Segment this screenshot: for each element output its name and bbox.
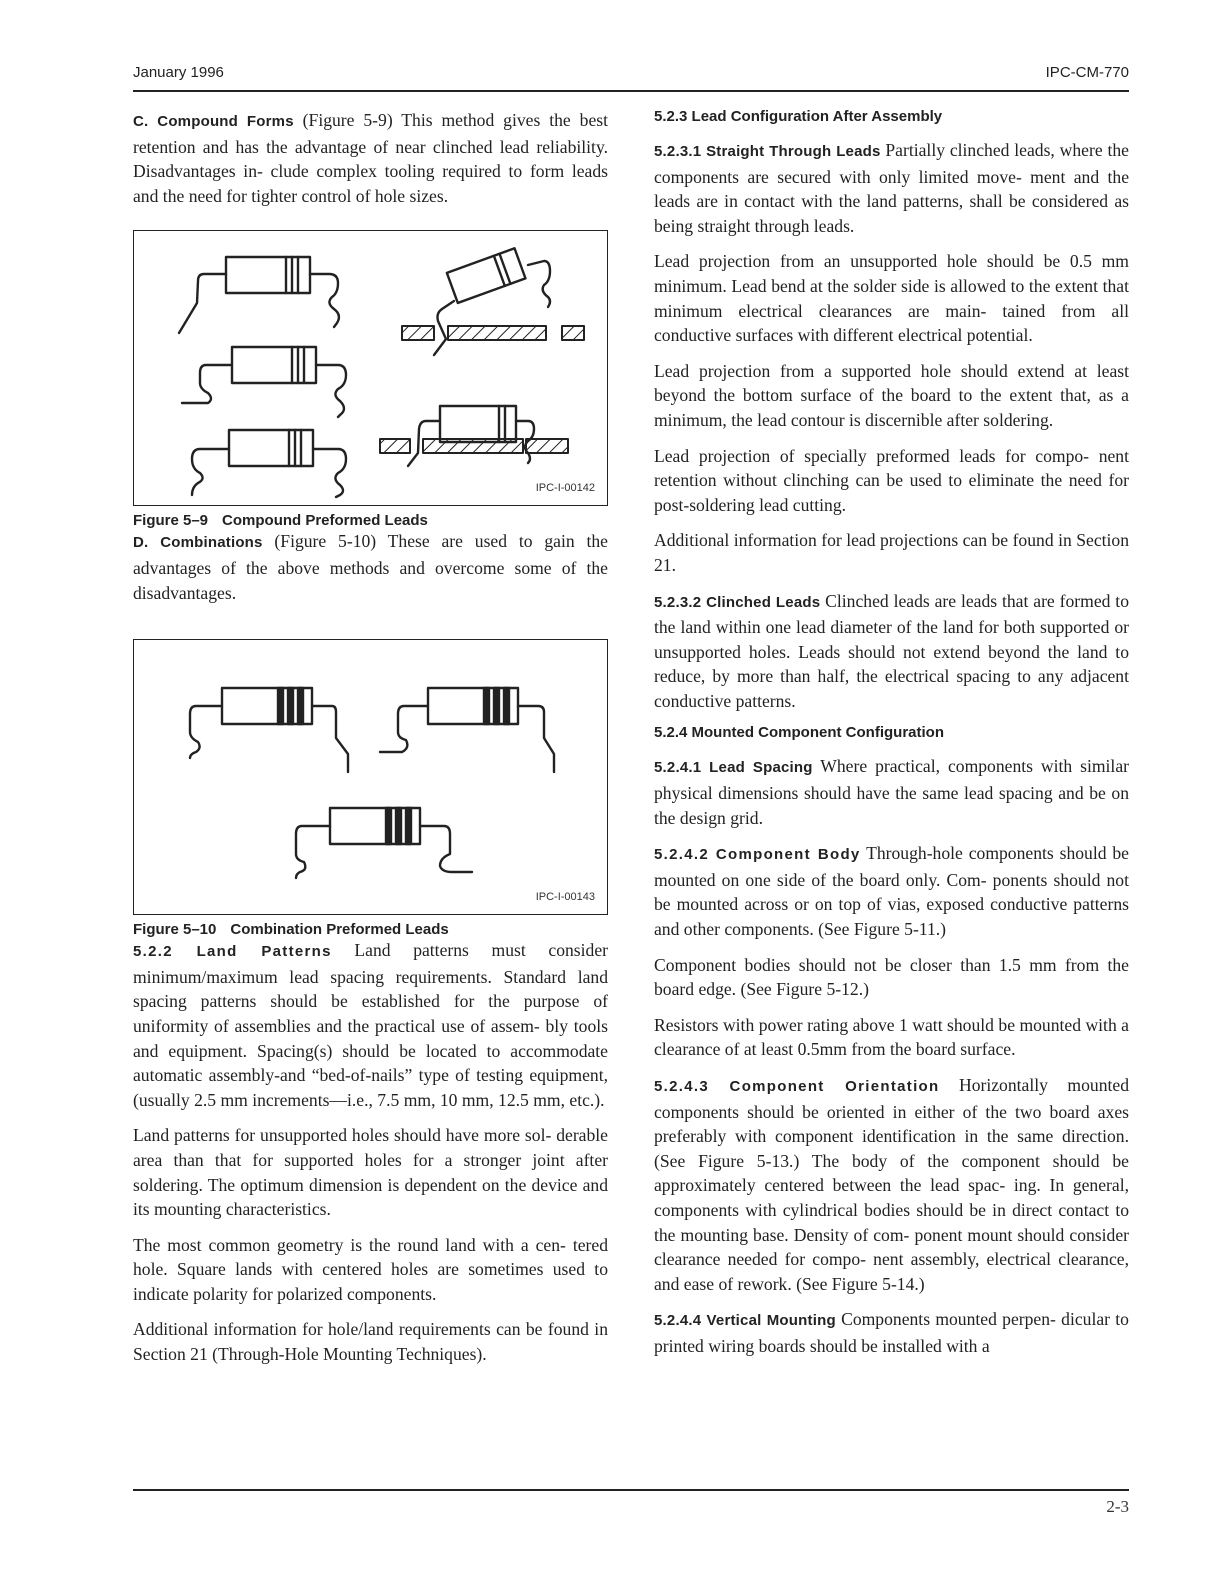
resistor-combination-1: [190, 688, 348, 772]
component-body-paragraph: [654, 841, 1129, 941]
land-patterns-heading: 5.2.2 Land Patterns: [133, 943, 332, 961]
header-doc-id: IPC-CM-770: [1045, 64, 1129, 81]
straight-through-heading: 5.2.3.1 Straight Through Leads: [654, 143, 881, 160]
compound-forms-paragraph: [133, 108, 608, 208]
figure-5-9-caption: [133, 512, 608, 529]
combination-leads-illustration: [134, 640, 607, 914]
left-column: [133, 108, 608, 1378]
lead-spacing-paragraph: [654, 754, 1129, 830]
figure-5-10: [133, 639, 608, 915]
land-patterns-text: Land patterns must consider minimum/maximum lead spacing requirements. Standard land spacing patterns should be established for the purpose of uniformity of assemblies and the practical use of assem- bly tools and equipment. Spacing(s) should be located to accommodate automatic assembly-and “bed-of-nails” type of testing equipment, (usually 2.5 mm increments—i.e., 7.5 mm, 10 mm, 12.5 mm, etc.).: [133, 940, 608, 1110]
figure-5-9-caption-title: Compound Preformed Leads: [222, 512, 428, 530]
compound-forms-heading: C. Compound Forms: [133, 113, 294, 130]
lead-spacing-text: Where practical, components with similar physical dimensions should have the same lead spacing and be on the design grid.: [654, 756, 1129, 828]
component-orientation-paragraph: [654, 1073, 1129, 1296]
unsupported-holes-paragraph: Land patterns for unsupported holes should have more sol- derable area than that for supported holes for a stronger joint after soldering. The optimum dimension is dependent on the device and its mounting characteristics.: [133, 1125, 608, 1220]
clinched-leads-heading: 5.2.3.2 Clinched Leads: [654, 593, 821, 611]
power-resistor-paragraph: Resistors with power rating above 1 watt should be mounted with a clearance of at least 0.5mm from the board surface.: [654, 1014, 1129, 1060]
compound-leads-illustration: [134, 231, 607, 505]
figure-5-10-id: IPC-I-00143: [535, 891, 595, 904]
resistor-combination-2: [380, 688, 554, 772]
figure-5-9: [133, 230, 608, 506]
compound-forms-text: (Figure 5-9) This method gives the best retention and has the advantage of near clinched lead reliability. Disadvantages in- clude complex tooling required to form leads and the need for tighter control of hole sizes.: [133, 110, 608, 206]
vertical-mounting-heading: 5.2.4.4 Vertical Mounting: [654, 1312, 836, 1330]
land-patterns-paragraph: [133, 938, 608, 1112]
hole-land-info-paragraph: Additional information for hole/land requirements can be found in Section 21 (Through-Hole Mounting Techniques).: [133, 1319, 608, 1365]
straight-through-paragraph: [654, 138, 1129, 238]
figure-5-10-caption: [133, 921, 608, 938]
page-number: 2-3: [1106, 1497, 1129, 1516]
combinations-paragraph: [133, 529, 608, 605]
straight-through-text: Partially clinched leads, where the components are secured with only limited move- ment and the leads are in contact with the land patterns, shall be considered as being straight through leads.: [654, 140, 1129, 236]
vertical-mounting-text: Components mounted perpen- dicular to printed wiring boards should be installed with a: [654, 1309, 1129, 1356]
clinched-leads-text: Clinched leads are leads that are formed to the land within one lead diameter of the land for both supported or unsupported holes. Leads should not extend beyond the land to reduce, by more than half, the electrical spacing to any adjacent conductive patterns.: [654, 590, 1129, 711]
header-date: January 1996: [133, 64, 224, 81]
pcb-board-2: [380, 439, 568, 453]
footer-rule: [133, 1489, 1129, 1491]
resistor-compound-2: [182, 347, 346, 417]
right-column: [654, 108, 1129, 1370]
resistor-combination-3: [296, 808, 472, 878]
board-edge-paragraph: Component bodies should not be closer than 1.5 mm from the board edge. (See Figure 5-12.): [654, 954, 1129, 1000]
figure-5-10-caption-title: Combination Preformed Leads: [230, 921, 449, 939]
component-body-text: Through-hole components should be mounted on one side of the board only. Com- ponents should not be mounted across or on top of vias, exposed conductive patterns and other components. (See Figure 5-11.): [654, 843, 1129, 940]
clinched-leads-paragraph: [654, 589, 1129, 714]
lead-spacing-heading: 5.2.4.1 Lead Spacing: [654, 759, 813, 777]
combinations-text: (Figure 5-10) These are used to gain the advantages of the above methods and overcome some of the disadvantages.: [133, 531, 608, 603]
round-land-paragraph: The most common geometry is the round land with a cen- tered hole. Square lands with centered holes are sometimes used to indicate polarity for polarized components.: [133, 1234, 608, 1304]
figure-5-9-caption-number: Figure 5–9: [133, 512, 209, 530]
figure-5-10-caption-number: Figure 5–10: [133, 921, 217, 939]
section-5-2-4-heading: 5.2.4 Mounted Component Configuration: [654, 724, 944, 742]
combinations-heading: D. Combinations: [133, 534, 263, 552]
figure-5-9-id: IPC-I-00142: [535, 482, 595, 495]
header-rule: [133, 90, 1129, 92]
unsupported-projection-paragraph: Lead projection from an unsupported hole should be 0.5 mm minimum. Lead bend at the solder side is allowed to the extent that minimum electrical clearances are main- tained from all conductive surfaces with different electrical potential.: [654, 251, 1129, 346]
component-orientation-heading: 5.2.4.3 Component Orientation: [654, 1078, 940, 1095]
component-orientation-text: Horizontally mounted components should be oriented in either of the two board axes preferably with component identification in the same direction. (See Figure 5-13.) The body of the component should be approximately centered between the lead spac- ing. In general, components with cylindrical bodies should be in direct contact to the mounting base. Density of com- ponent mount should consider clearance needed for compo- nent assembly, electrical clearance, and ease of rework. (See Figure 5-14.): [654, 1075, 1129, 1294]
component-body-heading: 5.2.4.2 Component Body: [654, 846, 861, 864]
resistor-compound-3: [192, 430, 346, 497]
section-5-2-3-heading: 5.2.3 Lead Configuration After Assembly: [654, 108, 943, 125]
pcb-board-1: [402, 326, 584, 340]
resistor-on-board-flat: [408, 406, 534, 466]
preformed-projection-paragraph: Lead projection of specially preformed leads for compo- nent retention without clinching can be used to eliminate the need for post-soldering lead cutting.: [654, 445, 1129, 515]
resistor-compound-1: [179, 257, 339, 333]
supported-projection-paragraph: Lead projection from a supported hole should extend at least beyond the bottom surface of the board to the extent that, as a minimum, the lead contour is discernible after soldering.: [654, 360, 1129, 430]
projection-info-paragraph: Additional information for lead projections can be found in Section 21.: [654, 530, 1129, 575]
vertical-mounting-paragraph: [654, 1307, 1129, 1358]
